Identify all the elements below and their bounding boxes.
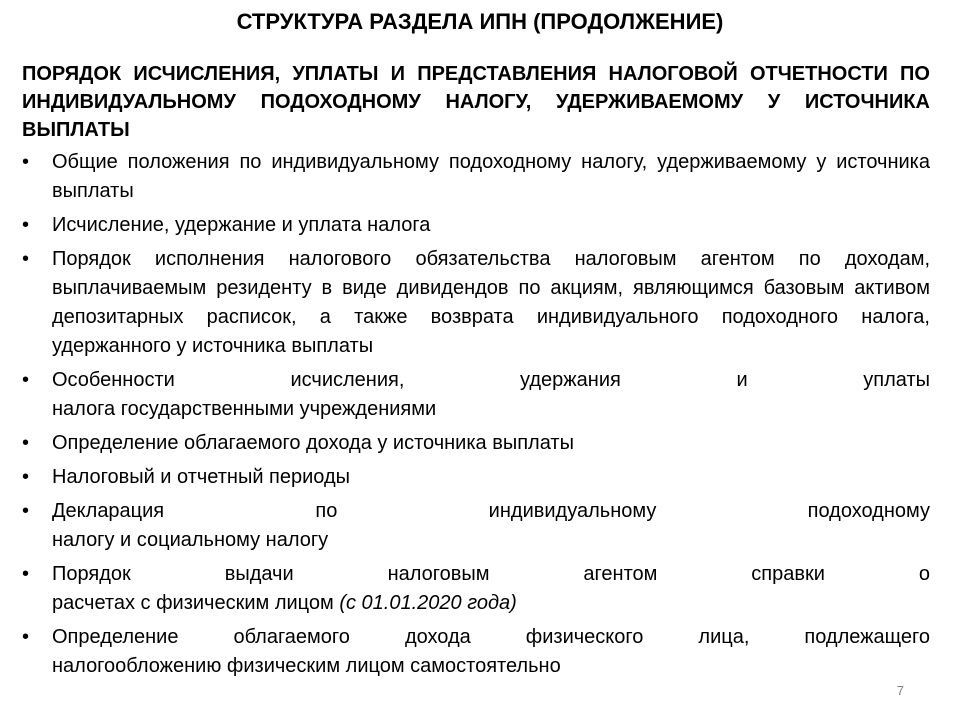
bullet-icon: • bbox=[22, 563, 30, 585]
list-item-text-line-1: Особенности исчисления, удержания и уплаты bbox=[52, 369, 930, 391]
bullet-icon: • bbox=[22, 466, 30, 488]
list-item-text-line-1: Декларация по индивидуальному подоходному bbox=[52, 500, 930, 522]
list-item-text-line-2: налогообложению физическим лицом самостоятельно bbox=[52, 655, 561, 677]
list-item bbox=[22, 497, 930, 555]
list-item bbox=[22, 560, 930, 618]
list-item-text: Исчисление, удержание и уплата налога bbox=[52, 214, 431, 236]
bullet-icon: • bbox=[22, 151, 30, 173]
list-item bbox=[22, 148, 930, 206]
list-item bbox=[22, 429, 930, 458]
list-item-text: Общие положения по индивидуальному подоходному налогу, удерживаемому у источника выплаты bbox=[52, 151, 930, 202]
bullet-icon: • bbox=[22, 432, 30, 454]
list-item bbox=[22, 463, 930, 492]
section-heading: ПОРЯДОК ИСЧИСЛЕНИЯ, УПЛАТЫ И ПРЕДСТАВЛЕНИЯ НАЛОГОВОЙ ОТЧЕТНОСТИ ПО ИНДИВИДУАЛЬНОМУ ПОДОХОДНОМУ НАЛОГУ, УДЕРЖИВАЕМОМУ У ИСТОЧНИКА ВЫПЛАТЫ bbox=[22, 63, 930, 141]
list-item-text-line-2 bbox=[52, 589, 930, 618]
list-item-text: Порядок исполнения налогового обязательства налоговым агентом по доходам, выплачиваемым резиденту в виде дивидендов по акциям, являющимся базовым активом депозитарных расписок, а также возврата индивидуального подоходного налога, удержанного у источника выплаты bbox=[52, 248, 930, 357]
bullet-icon: • bbox=[22, 626, 30, 648]
list-item bbox=[22, 211, 930, 240]
list-item-text: Налоговый и отчетный периоды bbox=[52, 466, 351, 488]
slide-title: СТРУКТУРА РАЗДЕЛА ИПН (ПРОДОЛЖЕНИЕ) bbox=[236, 9, 724, 34]
list-item bbox=[22, 245, 930, 361]
list-item bbox=[22, 366, 930, 424]
date-note: (с 01.01.2020 года) bbox=[339, 592, 517, 614]
list-item-text-line-2: налогу и социальному налогу bbox=[52, 529, 329, 551]
page-number: 7 bbox=[896, 683, 904, 698]
list-item-text-main: расчетах с физическим лицом bbox=[52, 592, 334, 614]
bullet-icon: • bbox=[22, 500, 30, 522]
bullet-list bbox=[22, 148, 930, 686]
list-item-text-line-2: налога государственными учреждениями bbox=[52, 398, 437, 420]
list-item-text-line-1: Определение облагаемого дохода физического лица, подлежащего bbox=[52, 626, 930, 648]
list-item-text: Определение облагаемого дохода у источника выплаты bbox=[52, 432, 574, 454]
list-item bbox=[22, 623, 930, 681]
bullet-icon: • bbox=[22, 369, 30, 391]
bullet-icon: • bbox=[22, 214, 30, 236]
bullet-icon: • bbox=[22, 248, 30, 270]
list-item-text-line-1: Порядок выдачи налоговым агентом справки о bbox=[52, 563, 930, 585]
